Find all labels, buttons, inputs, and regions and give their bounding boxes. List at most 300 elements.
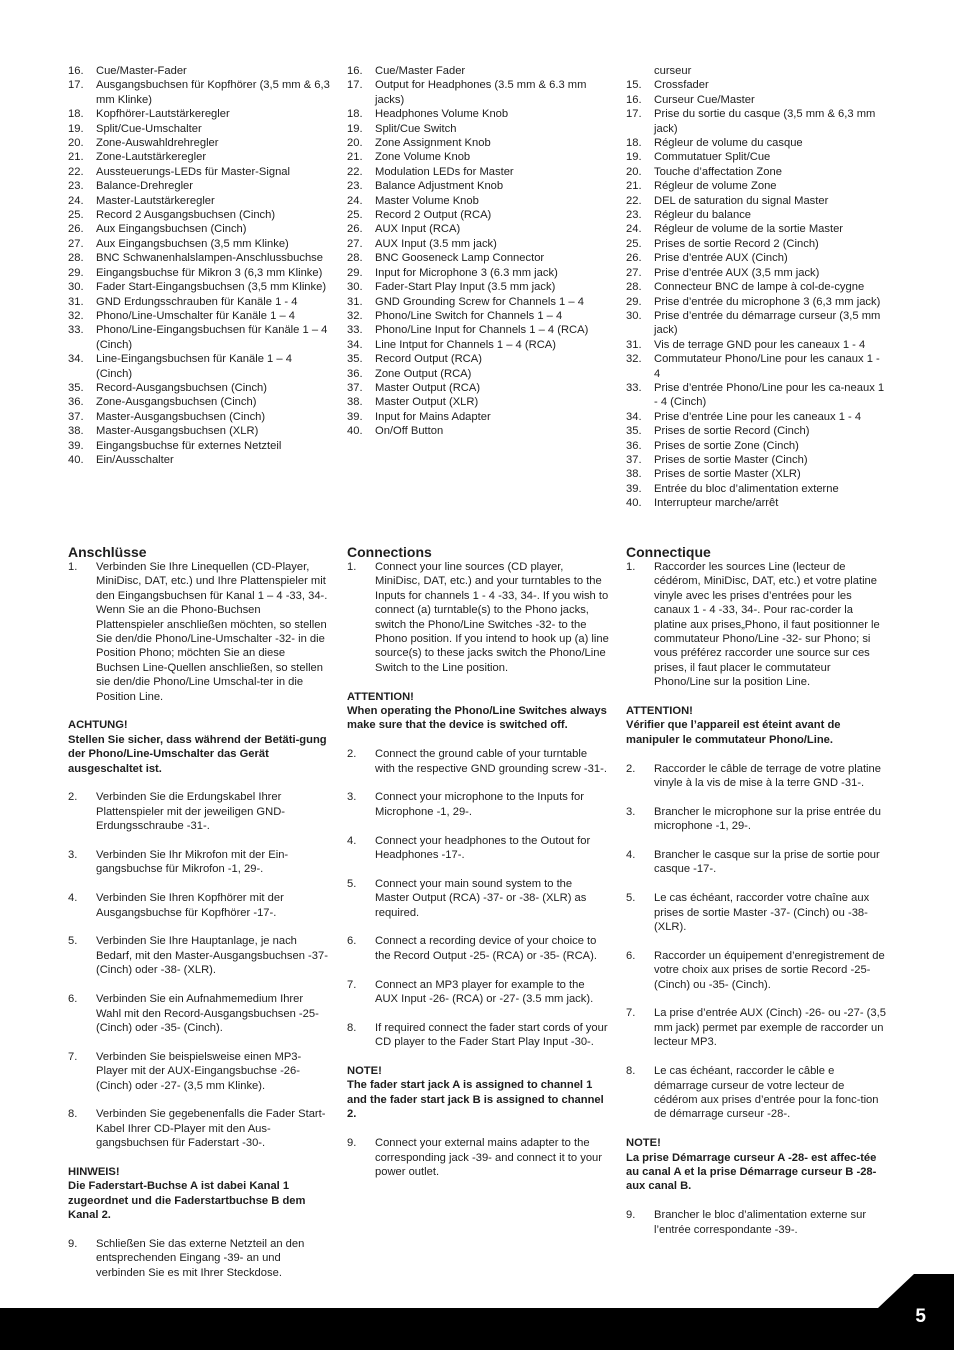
item-text: Verbinden Sie gegebenenfalls die Fader Start-Kabel Ihrer CD-Player mit den Aus-gangsbuchsen für Faderstart -30-. bbox=[96, 1108, 326, 1150]
list-item bbox=[626, 496, 888, 510]
list-item bbox=[347, 64, 609, 78]
list-item bbox=[347, 1136, 609, 1179]
list-item bbox=[68, 439, 330, 453]
item-number: 21. bbox=[626, 180, 642, 193]
item-number: 32. bbox=[626, 353, 642, 366]
item-number: 32. bbox=[68, 309, 84, 322]
item-number: 20. bbox=[626, 165, 642, 178]
item-text: Prise d’entrée Line pour les caneaux 1 - 4 bbox=[654, 410, 862, 423]
item-number: 19. bbox=[68, 122, 84, 135]
item-text: Prise d’entrée AUX (Cinch) bbox=[654, 252, 788, 265]
item-number: 30. bbox=[347, 281, 363, 294]
list-item bbox=[68, 992, 330, 1035]
list-item bbox=[626, 208, 888, 222]
list-item bbox=[347, 78, 609, 107]
item-number: 40. bbox=[626, 497, 642, 510]
item-number: 38. bbox=[347, 396, 363, 409]
item-text: Zone Assignment Knob bbox=[375, 137, 491, 150]
list-item bbox=[68, 107, 330, 121]
item-text: Verbinden Sie Ihre Hauptanlage, je nach Bedarf, mit den Master-Ausgangsbuchsen -37- (Cinch) oder -38- (XLR). bbox=[96, 935, 328, 977]
item-text: Touche d’affectation Zone bbox=[654, 165, 782, 178]
item-text: Le cas échéant, raccorder votre chaîne aux prises de sortie Master -37- (Cinch) ou -38- (XLR). bbox=[654, 892, 870, 934]
list-item bbox=[347, 395, 609, 409]
item-number: 2. bbox=[347, 748, 357, 761]
item-text: Curseur Cue/Master bbox=[654, 93, 755, 106]
item-number: 27. bbox=[68, 237, 84, 250]
item-text: Record 2 Output (RCA) bbox=[375, 209, 492, 222]
item-text: Phono/Line Input for Channels 1 – 4 (RCA) bbox=[375, 324, 589, 337]
item-number: 9. bbox=[68, 1237, 78, 1250]
item-number: 24. bbox=[68, 194, 84, 207]
item-text: Input for Microphone 3 (6.3 mm jack) bbox=[375, 266, 558, 279]
item-number: 35. bbox=[347, 353, 363, 366]
item-text: Phono/Line-Eingangsbuchsen für Kanäle 1 – 4 (Cinch) bbox=[96, 324, 328, 351]
list-item bbox=[68, 323, 330, 352]
item-number: 36. bbox=[347, 367, 363, 380]
item-text: Connect a recording device of your choice to the Record Output -25- (RCA) or -35- (RCA). bbox=[375, 935, 597, 962]
item-text: Aussteuerungs-LEDs für Master-Signal bbox=[96, 165, 291, 178]
parts-list-de bbox=[68, 64, 330, 467]
item-text: Prise d’entrée AUX (3,5 mm jack) bbox=[654, 266, 820, 279]
item-number: 34. bbox=[347, 338, 363, 351]
item-number: 7. bbox=[68, 1050, 78, 1063]
item-number: 23. bbox=[347, 180, 363, 193]
list-item bbox=[68, 150, 330, 164]
list-item bbox=[626, 1006, 888, 1049]
item-text: Connect your main sound system to the Master Output (RCA) -37- or -38- (XLR) as required. bbox=[375, 877, 587, 919]
list-item bbox=[68, 560, 330, 704]
item-number: 5. bbox=[347, 877, 357, 890]
item-text: Schließen Sie das externe Netzteil an den entsprechenden Eingang -39- an und verbinden Sie es mit Ihrer Steckdose. bbox=[96, 1237, 305, 1279]
item-number: 17. bbox=[626, 108, 642, 121]
item-text: Prise d’entrée du microphone 3 (6,3 mm jack) bbox=[654, 295, 881, 308]
item-number: 39. bbox=[347, 410, 363, 423]
item-text: Brancher le casque sur la prise de sortie pour casque -17-. bbox=[654, 849, 880, 876]
list-item bbox=[347, 107, 609, 121]
item-number: 18. bbox=[68, 108, 84, 121]
item-number: 16. bbox=[347, 65, 363, 77]
item-text: Prise d’entrée du démarrage curseur (3,5 mm jack) bbox=[654, 309, 881, 337]
warning-text: Stellen Sie sicher, dass während der Betäti-gung der Phono/Line-Umschalter das Gerät ausgeschaltet ist. bbox=[68, 733, 327, 775]
item-text: AUX Input (3.5 mm jack) bbox=[375, 237, 497, 250]
item-text: Balance Adjustment Knob bbox=[375, 180, 504, 193]
item-text: Cue/Master-Fader bbox=[96, 65, 187, 77]
list-item bbox=[626, 266, 888, 280]
item-number: 18. bbox=[347, 108, 363, 121]
item-text: Brancher le microphone sur la prise entrée du microphone -1, 29-. bbox=[654, 805, 881, 833]
list-item bbox=[626, 194, 888, 208]
item-number: 37. bbox=[68, 410, 84, 423]
item-number: 17. bbox=[68, 79, 84, 92]
item-text: Raccorder un équipement d’enregistrement de votre choix aux prises de sortie Record -25- (Cinch) ou -35- (Cinch). bbox=[654, 949, 885, 991]
list-item bbox=[347, 834, 609, 863]
list-item bbox=[626, 1208, 888, 1237]
item-number: 21. bbox=[68, 151, 84, 164]
item-number: 4. bbox=[626, 849, 636, 862]
item-number: 32. bbox=[347, 309, 363, 322]
item-text: Régleur de volume Zone bbox=[654, 180, 777, 193]
item-text: Verbinden Sie die Erdungskabel Ihrer Plattenspieler mit der jeweiligen GND-Erdungsschraube -31-. bbox=[96, 791, 286, 833]
item-text: Verbinden Sie Ihren Kopfhörer mit der Ausgangsbuchse für Kopfhörer -17-. bbox=[96, 892, 284, 919]
item-number: 22. bbox=[68, 165, 84, 178]
item-text: GND Grounding Screw for Channels 1 – 4 bbox=[375, 295, 584, 308]
item-number: 28. bbox=[626, 281, 642, 294]
footer-corner bbox=[878, 1274, 914, 1308]
item-text: Zone-Auswahldrehregler bbox=[96, 137, 219, 150]
item-text: Connect your headphones to the Outout for Headphones -17-. bbox=[375, 834, 591, 862]
item-text: Régleur du balance bbox=[654, 209, 752, 222]
parts-list-en bbox=[347, 64, 609, 439]
item-text: Cue/Master Fader bbox=[375, 65, 466, 77]
item-number: 4. bbox=[68, 892, 78, 905]
list-item bbox=[347, 877, 609, 920]
list-item bbox=[626, 1064, 888, 1122]
item-number: 24. bbox=[626, 223, 642, 236]
item-text: On/Off Button bbox=[375, 425, 444, 438]
list-item bbox=[347, 424, 609, 438]
item-number: 8. bbox=[347, 1021, 357, 1034]
list-item bbox=[626, 309, 888, 338]
item-text: If required connect the fader start cords of your CD player to the Fader Start Play Input -30-. bbox=[375, 1021, 608, 1049]
list-item bbox=[347, 381, 609, 395]
item-text: Prises de sortie Record (Cinch) bbox=[654, 425, 810, 438]
list-item bbox=[347, 251, 609, 265]
item-number: 28. bbox=[347, 252, 363, 265]
item-text: Eingangsbuchse für Mikron 3 (6,3 mm Klinke) bbox=[96, 266, 323, 279]
page-number: 5 bbox=[915, 1306, 926, 1327]
item-number: 16. bbox=[68, 65, 84, 77]
warning-text: When operating the Phono/Line Switches always make sure that the device is switched off. bbox=[347, 705, 607, 732]
item-text: Brancher le bloc d’alimentation externe sur l’entrée correspondante -39-. bbox=[654, 1209, 867, 1236]
item-text: Line Intput for Channels 1 – 4 (RCA) bbox=[375, 338, 556, 351]
item-text: La prise d’entrée AUX (Cinch) -26- ou -27- (3,5 mm jack) permet par exemple de raccorder un lecteur MP3. bbox=[654, 1007, 886, 1049]
item-text: Master Output (RCA) bbox=[375, 381, 481, 394]
item-number: 37. bbox=[347, 381, 363, 394]
list-item bbox=[347, 978, 609, 1007]
item-text: BNC Schwanenhalslampen-Anschlussbuchse bbox=[96, 252, 323, 265]
item-text: Connecteur BNC de lampe à col-de-cygne bbox=[654, 281, 865, 294]
item-number: 31. bbox=[626, 338, 642, 351]
list-item bbox=[347, 790, 609, 819]
item-number: 24. bbox=[347, 194, 363, 207]
note-title: NOTE! bbox=[347, 1065, 382, 1078]
item-number: 30. bbox=[626, 309, 642, 322]
item-text: Commutateur Phono/Line pour les canaux 1 - 4 bbox=[654, 353, 880, 380]
item-number: 22. bbox=[626, 194, 642, 207]
item-number: 8. bbox=[626, 1065, 636, 1078]
list-item bbox=[626, 560, 888, 690]
list-item bbox=[347, 266, 609, 280]
list-item bbox=[347, 237, 609, 251]
item-text: Master Output (XLR) bbox=[375, 396, 479, 409]
item-number: 20. bbox=[347, 137, 363, 150]
list-item bbox=[68, 165, 330, 179]
list-item bbox=[68, 280, 330, 294]
warning-text: Vérifier que l’appareil est éteint avant de manipuler le commutateur Phono/Line. bbox=[626, 719, 841, 746]
note-title: HINWEIS! bbox=[68, 1165, 120, 1178]
list-item bbox=[68, 848, 330, 877]
warning-title: ATTENTION! bbox=[347, 690, 414, 703]
item-text: Zone Output (RCA) bbox=[375, 367, 472, 380]
list-item bbox=[68, 179, 330, 193]
item-number: 7. bbox=[626, 1007, 636, 1020]
item-number: 39. bbox=[626, 482, 642, 495]
list-item bbox=[626, 482, 888, 496]
list-item bbox=[626, 165, 888, 179]
item-number: 3. bbox=[68, 849, 78, 862]
list-item bbox=[626, 352, 888, 381]
item-number: 38. bbox=[68, 425, 84, 438]
item-number: 9. bbox=[347, 1137, 357, 1150]
item-number: 34. bbox=[626, 410, 642, 423]
section-heading: Anschlüsse bbox=[68, 544, 147, 560]
list-item bbox=[626, 295, 888, 309]
list-item bbox=[68, 194, 330, 208]
note-text: The fader start jack A is assigned to channel 1 and the fader start jack B is assigned to channel 2. bbox=[347, 1079, 604, 1121]
item-text: Modulation LEDs for Master bbox=[375, 165, 514, 178]
list-item bbox=[68, 222, 330, 236]
item-number: 22. bbox=[347, 165, 363, 178]
item-text: Record-Ausgangsbuchsen (Cinch) bbox=[96, 381, 268, 394]
list-item bbox=[347, 280, 609, 294]
list-item bbox=[347, 934, 609, 963]
list-item bbox=[626, 280, 888, 294]
item-text: Master-Lautstärkeregler bbox=[96, 194, 215, 207]
item-text: Raccorder les sources Line (lecteur de cédérom, MiniDisc, DAT, etc.) et votre platine vinyle avec les prises d’entrées pour les canaux 1 - 4 -33, 34-. Pour rac-corder la platine aux prises„Phono, il faut positionner le commutateur Phono/Line -32- sur Phono; si vous préférez raccorder une source sur ces prises, il faut placer le commutateur Phono/Line sur la position Line. bbox=[654, 561, 880, 689]
list-item bbox=[626, 439, 888, 453]
list-item bbox=[347, 208, 609, 222]
section-fr bbox=[626, 544, 888, 1237]
item-text: Prise du sortie du casque (3,5 mm & 6,3 mm jack) bbox=[654, 108, 876, 135]
list-item bbox=[68, 1107, 330, 1150]
item-text: Connect your external mains adapter to the corresponding jack -39- and connect it to your power outlet. bbox=[375, 1137, 602, 1178]
item-number: 21. bbox=[347, 151, 363, 164]
item-text: BNC Gooseneck Lamp Connector bbox=[375, 252, 545, 265]
list-item bbox=[68, 122, 330, 136]
item-text: Interrupteur marche/arrêt bbox=[654, 497, 779, 510]
item-number: 19. bbox=[626, 151, 642, 164]
list-item bbox=[68, 934, 330, 977]
item-text: GND Erdungsschrauben für Kanäle 1 - 4 bbox=[96, 295, 298, 308]
list-item bbox=[68, 352, 330, 381]
list-item bbox=[626, 848, 888, 877]
item-number: 33. bbox=[626, 381, 642, 394]
parts-list-fr bbox=[626, 64, 888, 511]
list-item bbox=[626, 381, 888, 410]
list-item bbox=[347, 367, 609, 381]
list-item bbox=[347, 560, 609, 675]
list-item bbox=[626, 150, 888, 164]
item-number: 34. bbox=[68, 353, 84, 366]
list-item bbox=[68, 309, 330, 323]
list-item bbox=[626, 467, 888, 481]
item-number: 37. bbox=[626, 453, 642, 466]
item-number: 1. bbox=[626, 561, 636, 573]
item-text: Master-Ausgangsbuchsen (XLR) bbox=[96, 425, 259, 438]
list-item bbox=[626, 338, 888, 352]
list-item bbox=[68, 395, 330, 409]
item-text: Zone-Ausgangsbuchsen (Cinch) bbox=[96, 396, 257, 409]
list-item bbox=[68, 136, 330, 150]
item-number: 18. bbox=[626, 137, 642, 150]
note-text: La prise Démarrage curseur A -28- est affec-tée au canal A et la prise Démarrage curseur B -28- aux canal B. bbox=[626, 1151, 877, 1193]
item-number: 6. bbox=[347, 935, 357, 948]
list-item bbox=[68, 424, 330, 438]
item-number: 28. bbox=[68, 252, 84, 265]
item-text: Prises de sortie Master (XLR) bbox=[654, 468, 801, 481]
list-item bbox=[347, 295, 609, 309]
item-number: 17. bbox=[347, 79, 363, 92]
item-number: 40. bbox=[347, 425, 363, 438]
item-number: 3. bbox=[347, 791, 357, 804]
list-item bbox=[347, 323, 609, 337]
item-text: Fader-Start Play Input (3.5 mm jack) bbox=[375, 281, 556, 294]
list-item bbox=[68, 453, 330, 467]
item-number: 35. bbox=[68, 381, 84, 394]
item-number: 23. bbox=[68, 180, 84, 193]
item-number: 2. bbox=[68, 791, 78, 804]
item-text: Aux Eingangsbuchsen (3,5 mm Klinke) bbox=[96, 237, 289, 250]
list-item bbox=[347, 122, 609, 136]
item-number: 26. bbox=[626, 252, 642, 265]
list-item bbox=[347, 194, 609, 208]
section-de bbox=[68, 544, 330, 1280]
item-number: 27. bbox=[626, 266, 642, 279]
list-item bbox=[68, 381, 330, 395]
item-text: Phono/Line Switch for Channels 1 – 4 bbox=[375, 309, 563, 322]
item-number: 30. bbox=[68, 281, 84, 294]
section-heading: Connections bbox=[347, 544, 432, 560]
list-item bbox=[347, 338, 609, 352]
footer-bar bbox=[0, 1308, 954, 1350]
item-text: Kopfhörer-Lautstärkeregler bbox=[96, 108, 230, 121]
item-text: Prises de sortie Zone (Cinch) bbox=[654, 439, 799, 452]
list-item bbox=[347, 222, 609, 236]
list-item bbox=[626, 179, 888, 193]
item-number: 35. bbox=[626, 425, 642, 438]
item-number: 5. bbox=[626, 892, 636, 905]
item-number: 31. bbox=[347, 295, 363, 308]
list-item bbox=[347, 136, 609, 150]
item-text: Fader Start-Eingangsbuchsen (3,5 mm Klinke) bbox=[96, 281, 327, 294]
item-number: 25. bbox=[68, 209, 84, 222]
list-item bbox=[68, 790, 330, 833]
list-item bbox=[626, 453, 888, 467]
list-item bbox=[68, 1237, 330, 1280]
list-item bbox=[626, 891, 888, 934]
list-item bbox=[626, 949, 888, 992]
note-title: NOTE! bbox=[626, 1137, 661, 1150]
item-text: Prises de sortie Master (Cinch) bbox=[654, 453, 808, 466]
item-text: Input for Mains Adapter bbox=[375, 410, 491, 423]
list-item bbox=[68, 295, 330, 309]
list-item bbox=[626, 424, 888, 438]
item-text: Output for Headphones (3.5 mm & 6.3 mm jacks) bbox=[375, 79, 587, 106]
list-item bbox=[626, 762, 888, 791]
item-number: 9. bbox=[626, 1209, 636, 1222]
list-item bbox=[347, 150, 609, 164]
item-text: Split/Cue-Umschalter bbox=[96, 122, 202, 135]
item-text: Prises de sortie Record 2 (Cinch) bbox=[654, 237, 819, 250]
item-text: Eingangsbuchse für externes Netzteil bbox=[96, 439, 282, 452]
item-number: 26. bbox=[68, 223, 84, 236]
item-text: Balance-Drehregler bbox=[96, 180, 194, 193]
item-number: 7. bbox=[347, 978, 357, 991]
item-number: 39. bbox=[68, 439, 84, 452]
item-text: Verbinden Sie Ihre Linequellen (CD-Player, MiniDisc, DAT, etc.) und Ihre Plattenspieler mit den Eingangsbuchsen für Kanal 1 – 4 -33, 34-. Wenn Sie an die Phono-Buchsen Plattenspieler anschließen möchten, so stellen Sie den/die Phono/Line-Umschalter -32- in die Position Phono; möchten Sie an diese Buchsen Line-Quellen anschließen, so stellen sie den/die Phono/Line Umschal-ter in die Position Line. bbox=[96, 561, 328, 703]
item-text: Vis de terrage GND pour les caneaux 1 - 4 bbox=[654, 338, 866, 351]
list-item bbox=[626, 93, 888, 107]
item-text: Commutatuer Split/Cue bbox=[654, 151, 771, 164]
list-item bbox=[68, 1050, 330, 1093]
section-en bbox=[347, 544, 609, 1179]
list-item bbox=[347, 179, 609, 193]
list-item bbox=[68, 237, 330, 251]
item-text: Entrée du bloc d’alimentation externe bbox=[654, 482, 839, 495]
item-text: Headphones Volume Knob bbox=[375, 108, 509, 121]
item-number: 29. bbox=[347, 266, 363, 279]
warning-title: ACHTUNG! bbox=[68, 719, 128, 732]
item-text: Split/Cue Switch bbox=[375, 122, 457, 135]
item-text: Le cas échéant, raccorder le câble e démarrage curseur de votre lecteur de cédérom aux prises d’entrée pour la fonc-tion de démarrage curseur -28-. bbox=[654, 1065, 879, 1121]
item-text: Verbinden Sie Ihr Mikrofon mit der Ein-gangsbuchse für Mikrofon -1, 29-. bbox=[96, 849, 289, 876]
item-text: Phono/Line-Umschalter für Kanäle 1 – 4 bbox=[96, 309, 296, 322]
item-number: 23. bbox=[626, 209, 642, 222]
item-number: 36. bbox=[68, 396, 84, 409]
item-text: Connect your microphone to the Inputs for Microphone -1, 29-. bbox=[375, 791, 584, 818]
item-text: Régleur de volume de la sortie Master bbox=[654, 223, 844, 236]
list-item bbox=[68, 208, 330, 222]
item-number: 1. bbox=[68, 561, 78, 573]
item-text: Master-Ausgangsbuchsen (Cinch) bbox=[96, 410, 266, 423]
list-item bbox=[626, 251, 888, 265]
item-number: 5. bbox=[68, 935, 78, 948]
item-text: Raccorder le câble de terrage de votre platine vinyle à la vis de mise à la terre GND -31-. bbox=[654, 762, 881, 790]
item-text: Prise d’entrée Phono/Line pour les ca-neaux 1 - 4 (Cinch) bbox=[654, 381, 885, 409]
list-item bbox=[68, 64, 330, 78]
item-text: Ausgangsbuchsen für Kopfhörer (3,5 mm & 6,3 mm Klinke) bbox=[96, 79, 330, 106]
list-item bbox=[68, 266, 330, 280]
item-number: 31. bbox=[68, 295, 84, 308]
item-text: Crossfader bbox=[654, 79, 709, 92]
item-text: AUX Input (RCA) bbox=[375, 223, 461, 236]
item-text: Verbinden Sie beispielsweise einen MP3-Player mit der AUX-Eingangsbuchse -26- (Cinch) oder -27- (3,5 mm Klinke). bbox=[96, 1050, 302, 1092]
parts-fr-continuation: curseur bbox=[654, 65, 692, 77]
item-text: Master Volume Knob bbox=[375, 194, 479, 207]
item-text: DEL de saturation du signal Master bbox=[654, 194, 829, 207]
item-number: 40. bbox=[68, 453, 84, 466]
item-text: Zone-Lautstärkeregler bbox=[96, 151, 207, 164]
item-number: 3. bbox=[626, 805, 636, 818]
list-item bbox=[347, 747, 609, 776]
item-number: 19. bbox=[347, 122, 363, 135]
list-item bbox=[626, 78, 888, 92]
item-number: 25. bbox=[626, 237, 642, 250]
item-text: Verbinden Sie ein Aufnahmemedium Ihrer Wahl mit den Record-Ausgangsbuchsen -25- (Cinch) oder -35- (Cinch). bbox=[96, 993, 319, 1034]
list-item bbox=[347, 1021, 609, 1050]
item-text: Connect the ground cable of your turntable with the respective GND grounding screw -31-. bbox=[375, 748, 607, 775]
item-number: 33. bbox=[68, 324, 84, 337]
item-number: 2. bbox=[626, 762, 636, 775]
list-item bbox=[347, 410, 609, 424]
item-text: Connect an MP3 player for example to the AUX Input -26- (RCA) or -27- (3.5 mm jack). bbox=[375, 978, 594, 1006]
list-item bbox=[626, 136, 888, 150]
item-text: Record Output (RCA) bbox=[375, 353, 482, 366]
note-text: Die Faderstart-Buchse A ist dabei Kanal 1 zugeordnet und die Faderstartbuchse B dem Kanal 2. bbox=[68, 1180, 306, 1222]
item-number: 15. bbox=[626, 79, 642, 92]
item-number: 8. bbox=[68, 1108, 78, 1121]
list-item bbox=[347, 165, 609, 179]
